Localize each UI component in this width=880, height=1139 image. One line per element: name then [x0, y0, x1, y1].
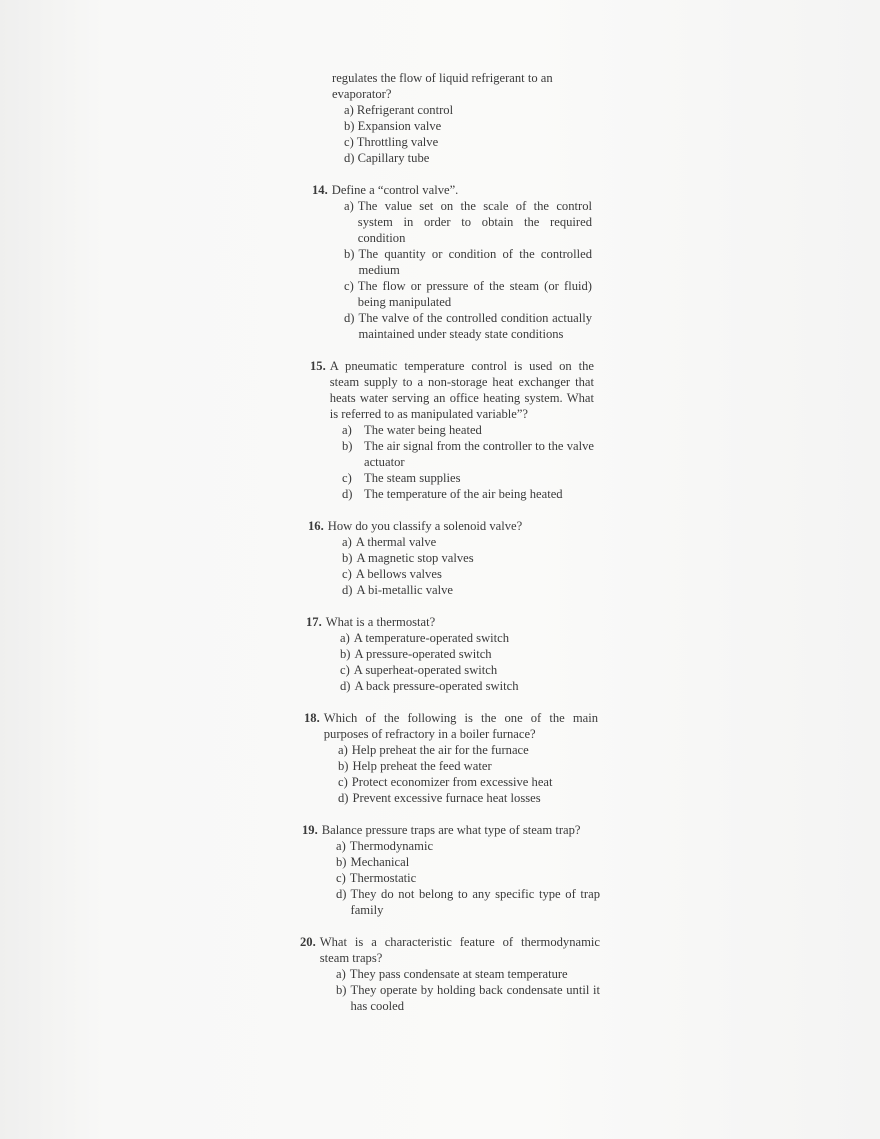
option-letter: a)	[336, 967, 346, 981]
option-text: The water being heated	[364, 423, 482, 437]
option-letter: a)	[340, 631, 350, 645]
option-letter: c)	[342, 567, 352, 581]
question-text: What is a characteristic feature of thermodynamic steam traps?	[319, 935, 600, 965]
option-b	[342, 550, 606, 566]
question-number: 18.	[304, 711, 320, 725]
option-text: Help preheat the feed water	[352, 759, 492, 773]
option-c	[340, 662, 606, 678]
option-a	[342, 534, 606, 550]
option-text: Thermodynamic	[349, 839, 434, 853]
option-text: Mechanical	[350, 855, 410, 869]
option-letter: b)	[342, 551, 353, 565]
option-d: d) Capillary tube	[344, 151, 430, 165]
option-letter: d)	[344, 311, 355, 325]
option-text: A thermal valve	[355, 535, 437, 549]
option-letter: d)	[336, 887, 347, 901]
question-17	[306, 614, 606, 694]
option-b	[340, 646, 606, 662]
option-text: A pressure-operated switch	[354, 647, 492, 661]
option-b	[338, 758, 598, 774]
option-d	[338, 790, 598, 806]
option-text: Help preheat the air for the furnace	[351, 743, 529, 757]
option-a	[342, 422, 594, 438]
question-19	[302, 822, 600, 918]
option-letter: b)	[340, 647, 351, 661]
option-text: Thermostatic	[349, 871, 417, 885]
option-text: A temperature-operated switch	[353, 631, 510, 645]
option-list	[342, 534, 606, 598]
option-text: The flow or pressure of the steam (or fluid) being manipulated	[357, 279, 592, 309]
question-text: Which of the following is the one of the main purposes of refractory in a boiler furnace?	[323, 711, 598, 741]
question-number: 15.	[310, 359, 326, 373]
option-a	[340, 630, 606, 646]
option-letter: a)	[344, 199, 354, 213]
option-d	[342, 582, 606, 598]
option-a	[336, 966, 600, 982]
question-number: 16.	[308, 519, 324, 533]
option-c	[336, 870, 600, 886]
option-text: A magnetic stop valves	[356, 551, 474, 565]
option-b	[344, 246, 592, 278]
option-a	[338, 742, 598, 758]
option-letter: c)	[344, 279, 354, 293]
question-number: 19.	[302, 823, 318, 837]
option-letter: a)	[338, 743, 348, 757]
option-text: They pass condensate at steam temperature	[349, 967, 568, 981]
option-letter: c)	[342, 471, 352, 485]
option-letter: c)	[336, 871, 346, 885]
option-list	[338, 742, 598, 806]
option-b	[336, 854, 600, 870]
option-list	[336, 838, 600, 918]
option-d	[344, 310, 592, 342]
question-18	[304, 710, 598, 806]
option-letter: b)	[342, 439, 353, 453]
option-d	[340, 678, 606, 694]
option-letter: a)	[342, 423, 352, 437]
option-text: A bellows valves	[355, 567, 442, 581]
option-list	[342, 422, 594, 502]
option-b	[336, 982, 600, 1014]
option-list	[336, 966, 600, 1014]
option-c: c) Throttling valve	[344, 135, 439, 149]
question-16	[308, 518, 606, 598]
option-list	[344, 102, 606, 166]
question-number: 17.	[306, 615, 322, 629]
option-letter: b)	[336, 983, 347, 997]
page-content	[296, 70, 606, 1014]
question-14	[312, 182, 606, 342]
option-text: Protect economizer from excessive heat	[351, 775, 553, 789]
option-letter: d)	[340, 679, 351, 693]
option-c	[338, 774, 598, 790]
option-text: A bi-metallic valve	[356, 583, 454, 597]
option-b: b) Expansion valve	[344, 119, 442, 133]
option-text: The valve of the controlled condition actually maintained under steady state conditions	[358, 311, 592, 341]
option-letter: a)	[342, 535, 352, 549]
question-text: A pneumatic temperature control is used on the steam supply to a non-storage heat exchanger that heats water serving an office heating system. What is referred to as manipulated variable”?	[329, 359, 594, 421]
option-list	[344, 198, 592, 342]
option-text: They do not belong to any specific type of trap family	[350, 887, 600, 917]
option-a	[344, 198, 592, 246]
question-13-continued	[296, 70, 606, 166]
option-letter: b)	[338, 759, 349, 773]
option-text: The steam supplies	[364, 471, 461, 485]
option-text: The air signal from the controller to the valve actuator	[364, 439, 594, 469]
option-text: The temperature of the air being heated	[364, 487, 563, 501]
option-b	[342, 438, 594, 470]
option-text: A superheat-operated switch	[353, 663, 498, 677]
option-text: They operate by holding back condensate until it has cooled	[350, 983, 600, 1013]
option-letter: c)	[338, 775, 348, 789]
option-d	[342, 486, 594, 502]
option-text: The value set on the scale of the control system in order to obtain the required condition	[357, 199, 592, 245]
option-letter: d)	[338, 791, 349, 805]
option-letter: d)	[342, 487, 353, 501]
option-c	[344, 278, 592, 310]
question-number: 20.	[300, 935, 316, 949]
option-a: a) Refrigerant control	[344, 103, 454, 117]
option-a	[336, 838, 600, 854]
option-letter: b)	[336, 855, 347, 869]
option-c	[342, 566, 606, 582]
question-text: Balance pressure traps are what type of steam trap?	[321, 823, 581, 837]
option-d	[336, 886, 600, 918]
question-stem: regulates the flow of liquid refrigerant to an evaporator?	[332, 71, 553, 101]
option-text: Prevent excessive furnace heat losses	[352, 791, 541, 805]
question-number: 14.	[312, 183, 328, 197]
question-text: What is a thermostat?	[325, 615, 436, 629]
question-text: Define a “control valve”.	[331, 183, 459, 197]
option-list	[340, 630, 606, 694]
option-text: The quantity or condition of the controlled medium	[358, 247, 592, 277]
question-text: How do you classify a solenoid valve?	[327, 519, 523, 533]
option-c	[342, 470, 594, 486]
option-letter: b)	[344, 247, 355, 261]
option-text: A back pressure-operated switch	[354, 679, 519, 693]
option-letter: d)	[342, 583, 353, 597]
question-20	[300, 934, 600, 1014]
option-letter: a)	[336, 839, 346, 853]
question-15	[310, 358, 594, 502]
option-letter: c)	[340, 663, 350, 677]
